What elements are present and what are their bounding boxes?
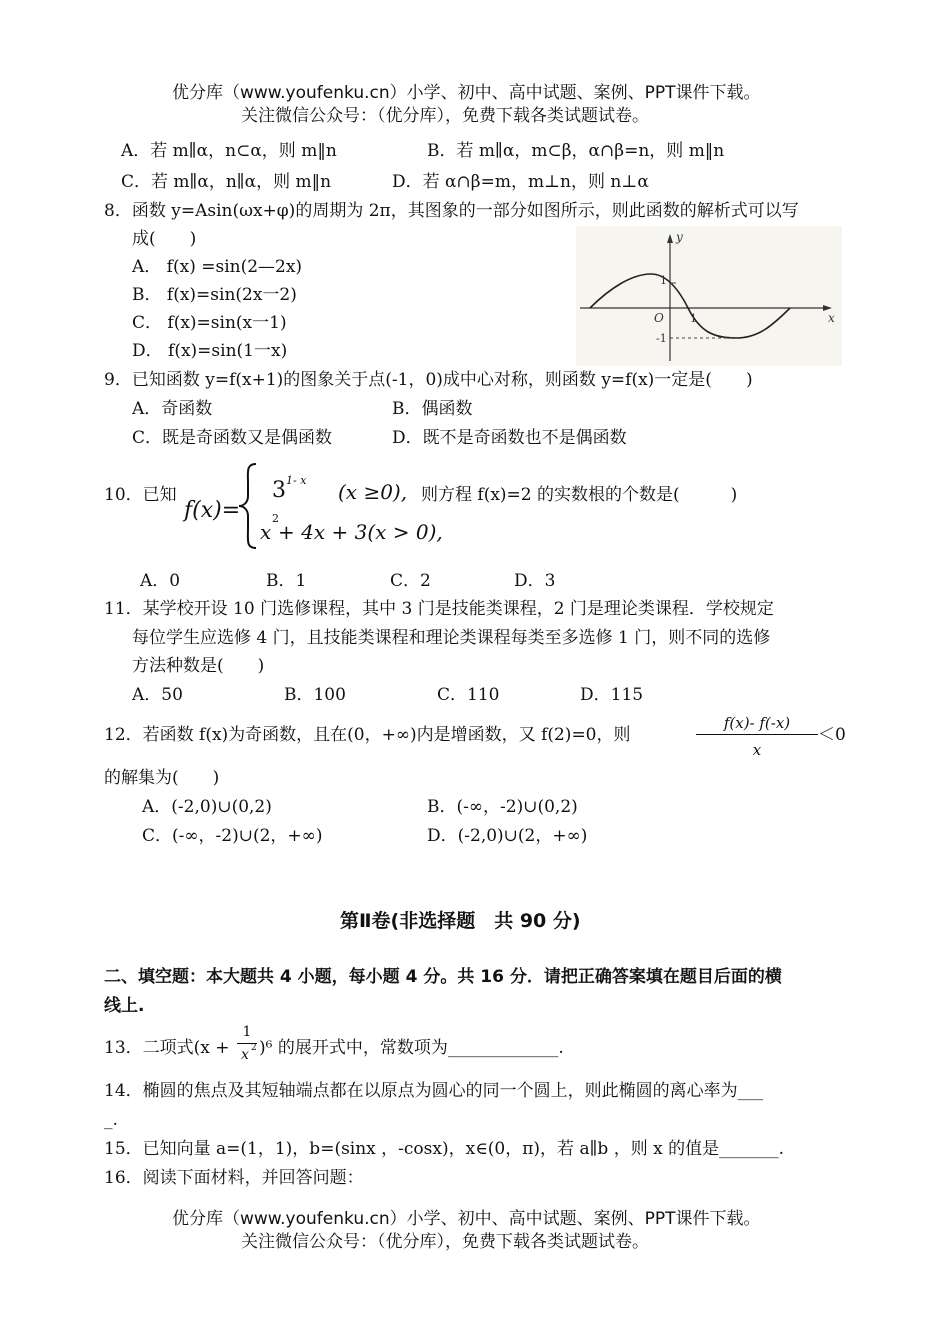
q12-fraction-denominator: x bbox=[752, 741, 762, 759]
y-tick-label-1: 1 bbox=[660, 274, 667, 287]
q11-option-c: C．110 bbox=[437, 685, 500, 705]
q10-case1-condition: (x ≥0), bbox=[338, 480, 408, 504]
q12-option-a: A．(-2,0)∪(0,2) bbox=[142, 797, 272, 817]
q12-inequality: ＜0 bbox=[818, 725, 846, 745]
q13-suffix: )⁶ 的展开式中，常数项为_____________. bbox=[259, 1038, 564, 1058]
q8-stem-1: 8．函数 y=Asin(ωx+φ)的周期为 2π，其图象的一部分如图所示，则此函数的解析式可以写 bbox=[104, 201, 799, 221]
q7-option-c: C．若 m∥α，n∥α，则 m‖n bbox=[121, 172, 332, 192]
footer-line-2: 关注微信公众号：（优分库），免费下载各类试题试卷。 bbox=[241, 1232, 649, 1252]
q11-stem-2: 每位学生应选修 4 门，且技能类课程和理论类课程每类至多选修 1 门，则不同的选修 bbox=[132, 628, 771, 648]
q13-fraction-denominator: x bbox=[241, 1047, 249, 1063]
q9-option-d: D．既不是奇函数也不是偶函数 bbox=[392, 428, 627, 448]
q10-case1-exponent: 1- x bbox=[286, 474, 307, 487]
q10-function-name: f(x)= bbox=[184, 498, 241, 523]
q10-option-a: A．0 bbox=[140, 571, 181, 591]
q12-fraction-numerator: f(x)- f(-x) bbox=[723, 714, 791, 732]
q15-text: 15．已知向量 a=(1，1)，b=(sinx ，-cosx)，x∈(0，π)，若 a∥b ，则 x 的值是_______. bbox=[104, 1139, 785, 1159]
q10-option-d: D．3 bbox=[514, 571, 556, 591]
q10-option-b: B．1 bbox=[266, 571, 307, 591]
q13-denominator-exponent: 2 bbox=[251, 1043, 257, 1053]
q8-stem-2: 成( ) bbox=[132, 229, 197, 249]
q7-option-b: B．若 m∥α，m⊂β，α∩β=n，则 m‖n bbox=[427, 141, 725, 161]
graph-background bbox=[576, 226, 842, 366]
q9-option-b: B．偶函数 bbox=[392, 399, 473, 419]
q11-stem-3: 方法种数是( ) bbox=[132, 656, 265, 676]
q14-line-1: 14．椭圆的焦点及其短轴端点都在以原点为圆心的同一个圆上，则此椭圆的离心率为___ bbox=[104, 1081, 764, 1101]
x-tick-label-1: 1 bbox=[690, 312, 697, 325]
q10-suffix: 则方程 f(x)=2 的实数根的个数是( ) bbox=[421, 485, 738, 505]
q8-option-a: A． f(x) =sin(2—2x) bbox=[132, 257, 303, 277]
q8-option-d: D． f(x)=sin(1一x) bbox=[132, 341, 288, 361]
q7-option-d: D．若 α∩β=m，m⊥n，则 n⊥α bbox=[392, 172, 649, 192]
q13-fraction-numerator: 1 bbox=[242, 1024, 252, 1040]
q12-option-c: C．(-∞，-2)∪(2，+∞) bbox=[142, 826, 323, 846]
origin-label: O bbox=[654, 311, 664, 325]
q12-stem: 12．若函数 f(x)为奇函数，且在(0，+∞)内是增函数，又 f(2)=0，则 bbox=[104, 725, 631, 745]
q10-case2-x: x bbox=[260, 520, 272, 544]
q12-option-b: B．(-∞，-2)∪(0,2) bbox=[427, 797, 578, 817]
q9-stem: 9．已知函数 y=f(x+1)的图象关于点(-1，0)成中心对称，则函数 y=f(x)一定是( ) bbox=[104, 370, 753, 390]
q12-fraction-bar bbox=[696, 734, 818, 735]
q8-option-c: C． f(x)=sin(x一1) bbox=[132, 313, 287, 333]
header-line-1: 优分库（www.youfenku.cn）小学、初中、高中试题、案例、PPT课件下载。 bbox=[172, 83, 761, 103]
q11-option-a: A．50 bbox=[132, 685, 183, 705]
q14-line-2: _. bbox=[104, 1110, 118, 1130]
q10-prefix: 10．已知 bbox=[104, 485, 177, 505]
footer-line-1: 优分库（www.youfenku.cn）小学、初中、高中试题、案例、PPT课件下载。 bbox=[172, 1209, 761, 1229]
brace-path bbox=[239, 464, 256, 548]
piecewise-brace bbox=[236, 462, 260, 550]
q16-text: 16．阅读下面材料，并回答问题： bbox=[104, 1168, 364, 1188]
q10-option-c: C．2 bbox=[390, 571, 431, 591]
q10-case1-base: 3 bbox=[272, 478, 286, 503]
q13-prefix: 13．二项式(x + bbox=[104, 1038, 230, 1058]
section-2-line-1: 二、填空题：本大题共 4 小题，每小题 4 分。共 16 分．请把正确答案填在题目后面的横 bbox=[104, 967, 782, 987]
q11-stem-1: 11．某学校开设 10 门选修课程，其中 3 门是技能类课程，2 门是理论类课程．学校规定 bbox=[104, 599, 774, 619]
x-axis-label: x bbox=[828, 311, 835, 325]
y-tick-label-minus1: -1 bbox=[656, 332, 667, 345]
q12-option-d: D．(-2,0)∪(2，+∞) bbox=[427, 826, 588, 846]
q9-option-a: A．奇函数 bbox=[132, 399, 213, 419]
q10-case2-rest: + 4x + 3(x > 0), bbox=[278, 520, 443, 544]
sine-graph bbox=[576, 226, 842, 366]
q9-option-c: C．既是奇函数又是偶函数 bbox=[132, 428, 333, 448]
q11-option-d: D．115 bbox=[580, 685, 644, 705]
q8-option-b: B． f(x)=sin(2x一2) bbox=[132, 285, 297, 305]
y-axis-label: y bbox=[676, 230, 683, 244]
q10-case2-exponent: 2 bbox=[272, 512, 279, 525]
q11-option-b: B．100 bbox=[284, 685, 346, 705]
header-line-2: 关注微信公众号：（优分库），免费下载各类试题试卷。 bbox=[241, 106, 649, 126]
part-2-title: 第Ⅱ卷(非选择题 共 90 分) bbox=[340, 910, 581, 932]
q7-option-a: A．若 m∥α，n⊂α，则 m‖n bbox=[121, 141, 337, 161]
q12-stem-2: 的解集为( ) bbox=[104, 768, 220, 788]
section-2-line-2: 线上. bbox=[104, 996, 145, 1016]
